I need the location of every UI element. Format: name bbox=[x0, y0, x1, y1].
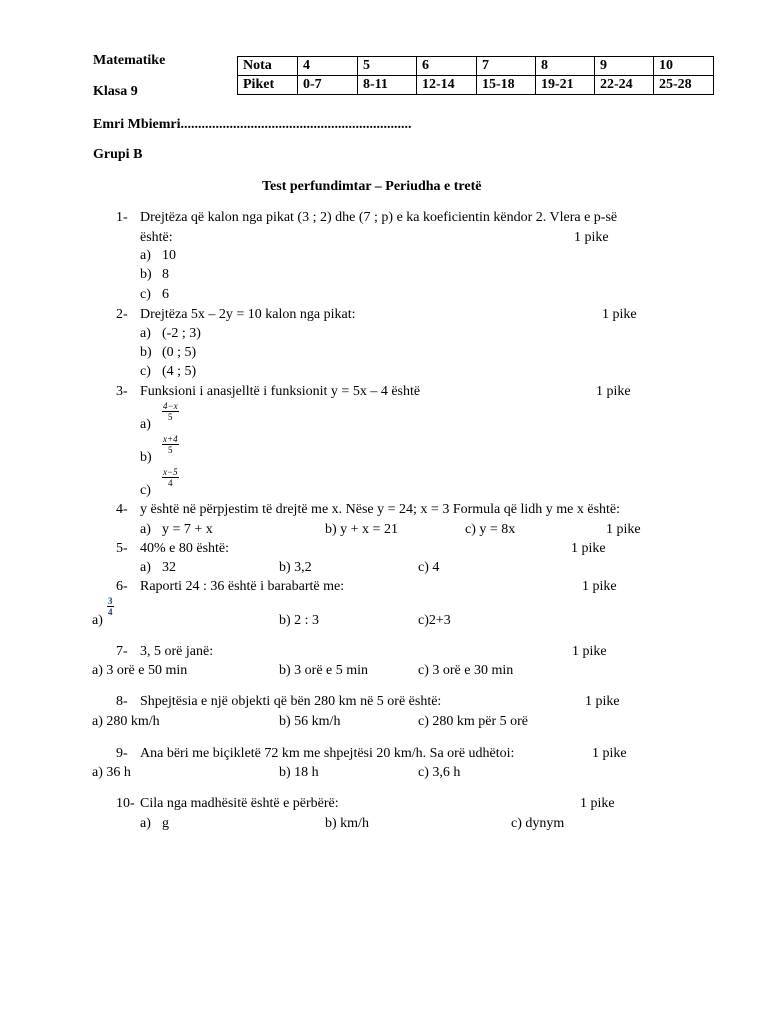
grade-table bbox=[237, 56, 714, 95]
question-points: 1 pike bbox=[582, 579, 617, 594]
option-label: a) bbox=[140, 417, 151, 432]
table-cell: 10 bbox=[654, 57, 714, 76]
question-points: 1 pike bbox=[602, 307, 637, 322]
option-value: b) 18 h bbox=[279, 765, 319, 780]
option-label: b) bbox=[140, 267, 152, 282]
option-value: c) 3,6 h bbox=[418, 765, 461, 780]
question-number: 3- bbox=[116, 384, 128, 399]
option-label: c) bbox=[140, 287, 151, 302]
option-value: b) y + x = 21 bbox=[325, 522, 398, 537]
student-name-line: Emri Mbiemri.................................................................. bbox=[93, 117, 412, 132]
option-value: 32 bbox=[162, 560, 176, 575]
option-value: (0 ; 5) bbox=[162, 345, 197, 360]
table-cell: 7 bbox=[477, 57, 536, 76]
question-text: Shpejtësia e një objekti që bën 280 km në 5 orë është: bbox=[140, 694, 442, 709]
option-value: a) 3 orë e 50 min bbox=[92, 663, 188, 678]
table-cell: 15-18 bbox=[477, 76, 536, 95]
table-cell: 9 bbox=[595, 57, 654, 76]
fraction bbox=[107, 596, 114, 617]
question-points: 1 pike bbox=[592, 746, 627, 761]
table-cell: 8-11 bbox=[358, 76, 417, 95]
question-number: 7- bbox=[116, 644, 128, 659]
points-row bbox=[238, 76, 714, 95]
table-cell: 22-24 bbox=[595, 76, 654, 95]
question-number: 2- bbox=[116, 307, 128, 322]
option-value: a) 36 h bbox=[92, 765, 131, 780]
option-value: b) 56 km/h bbox=[279, 714, 341, 729]
option-value: b) 3 orë e 5 min bbox=[279, 663, 369, 678]
option-value: 6 bbox=[162, 287, 169, 302]
option-value: c) dynym bbox=[511, 816, 565, 831]
question-text: Raporti 24 : 36 është i barabartë me: bbox=[140, 579, 345, 594]
option-value: y = 7 + x bbox=[162, 522, 213, 537]
option-label: a) bbox=[92, 613, 103, 628]
option-label: c) bbox=[140, 483, 151, 498]
question-text: y është në përpjestim të drejtë me x. Nëse y = 24; x = 3 Formula që lidh y me x është: bbox=[140, 502, 621, 517]
fraction-denominator: 4 bbox=[168, 478, 173, 488]
fraction-denominator: 5 bbox=[168, 445, 173, 455]
fraction-denominator: 5 bbox=[168, 412, 173, 422]
question-text: Cila nga madhësitë është e përbërë: bbox=[140, 796, 339, 811]
grade-row bbox=[238, 57, 714, 76]
option-value: b) km/h bbox=[325, 816, 369, 831]
fraction-numerator: x−5 bbox=[163, 467, 178, 477]
option-value: (-2 ; 3) bbox=[162, 326, 201, 341]
question-number: 5- bbox=[116, 541, 128, 556]
question-number: 10- bbox=[116, 796, 135, 811]
question-text: 3, 5 orë janë: bbox=[140, 644, 214, 659]
table-cell: 5 bbox=[358, 57, 417, 76]
question-text: Drejtëza 5x – 2y = 10 kalon nga pikat: bbox=[140, 307, 356, 322]
table-cell: 19-21 bbox=[536, 76, 595, 95]
class-label: Klasa 9 bbox=[93, 84, 138, 99]
question-number: 1- bbox=[116, 210, 128, 225]
table-cell: Nota bbox=[238, 57, 298, 76]
fraction-denominator: 4 bbox=[108, 607, 113, 617]
option-value: c) y = 8x bbox=[465, 522, 516, 537]
option-label: a) bbox=[140, 248, 151, 263]
question-points: 1 pike bbox=[580, 796, 615, 811]
option-label: b) bbox=[140, 345, 152, 360]
option-label: c) bbox=[140, 364, 151, 379]
option-value: c) 3 orë e 30 min bbox=[418, 663, 514, 678]
fraction bbox=[162, 467, 179, 488]
question-points: 1 pike bbox=[571, 541, 606, 556]
fraction bbox=[162, 434, 179, 455]
option-label: a) bbox=[140, 816, 151, 831]
question-text: Ana bëri me biçikletë 72 km me shpejtësi 20 km/h. Sa orë udhëtoi: bbox=[140, 746, 515, 761]
table-cell: 0-7 bbox=[298, 76, 358, 95]
option-value: c) 4 bbox=[418, 560, 440, 575]
table-cell: 4 bbox=[298, 57, 358, 76]
fraction bbox=[162, 401, 179, 422]
option-value: b) 2 : 3 bbox=[279, 613, 320, 628]
table-cell: 12-14 bbox=[417, 76, 477, 95]
subject-label: Matematike bbox=[93, 53, 166, 68]
question-number: 4- bbox=[116, 502, 128, 517]
option-value: g bbox=[162, 816, 169, 831]
group-label: Grupi B bbox=[93, 147, 143, 162]
question-number: 8- bbox=[116, 694, 128, 709]
fraction-numerator: 3 bbox=[108, 596, 113, 606]
table-cell: 25-28 bbox=[654, 76, 714, 95]
question-text: është: bbox=[140, 230, 173, 245]
option-value: b) 3,2 bbox=[279, 560, 312, 575]
option-label: a) bbox=[140, 522, 151, 537]
question-points: 1 pike bbox=[574, 230, 609, 245]
option-value: c)2+3 bbox=[418, 613, 451, 628]
option-label: a) bbox=[140, 326, 151, 341]
question-points: 1 pike bbox=[606, 522, 641, 537]
option-label: b) bbox=[140, 450, 152, 465]
question-number: 6- bbox=[116, 579, 128, 594]
option-label: a) bbox=[140, 560, 151, 575]
question-text: Drejtëza që kalon nga pikat (3 ; 2) dhe (7 ; p) e ka koeficientin këndor 2. Vlera e p-së bbox=[140, 210, 618, 225]
table-cell: Piket bbox=[238, 76, 298, 95]
option-value: c) 280 km për 5 orë bbox=[418, 714, 529, 729]
question-points: 1 pike bbox=[596, 384, 631, 399]
fraction-numerator: x+4 bbox=[163, 434, 178, 444]
table-cell: 8 bbox=[536, 57, 595, 76]
question-number: 9- bbox=[116, 746, 128, 761]
page-title: Test perfundimtar – Periudha e tretë bbox=[262, 179, 482, 194]
question-points: 1 pike bbox=[572, 644, 607, 659]
question-text: Funksioni i anasjelltë i funksionit y = 5x – 4 është bbox=[140, 384, 421, 399]
option-value: 10 bbox=[162, 248, 176, 263]
fraction-numerator: 4−x bbox=[163, 401, 178, 411]
question-points: 1 pike bbox=[585, 694, 620, 709]
option-value: a) 280 km/h bbox=[92, 714, 160, 729]
option-value: (4 ; 5) bbox=[162, 364, 197, 379]
table-cell: 6 bbox=[417, 57, 477, 76]
option-value: 8 bbox=[162, 267, 169, 282]
question-text: 40% e 80 është: bbox=[140, 541, 230, 556]
